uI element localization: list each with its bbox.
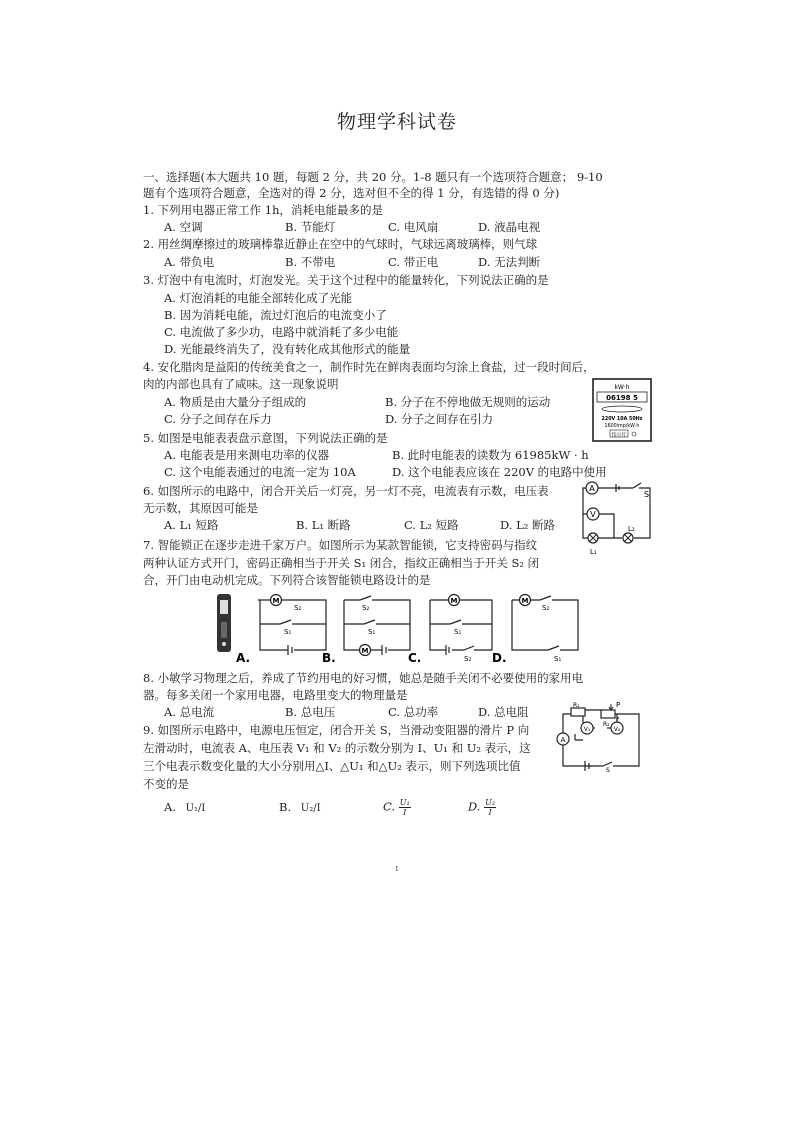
- q8-option-c[interactable]: C. 总功率: [388, 705, 439, 719]
- q9-circuit-diagram: [555, 700, 647, 774]
- q5-option-d[interactable]: D. 这个电能表应该在 220V 的电路中使用: [392, 465, 607, 479]
- q1-option-d[interactable]: D. 液晶电视: [478, 220, 541, 234]
- q2-option-d[interactable]: D. 无法判断: [478, 255, 541, 269]
- q9-option-d[interactable]: [468, 798, 496, 817]
- q9-option-d-fraction: [484, 798, 496, 817]
- q5-stem: 5. 如图是电能表表盘示意图，下列说法正确的是: [143, 431, 388, 445]
- s1-label: S₁: [554, 655, 562, 663]
- s2-label: S₂: [362, 604, 370, 612]
- switch-label: S: [644, 490, 650, 499]
- q6-stem-cont: 无示数，其原因可能是: [143, 501, 258, 515]
- v2-label: V₂: [613, 726, 621, 733]
- q9-option-c-numerator: U₁: [399, 798, 410, 807]
- q9-option-b-label: B.: [279, 800, 292, 814]
- s1-label: S₁: [454, 628, 462, 636]
- q3-option-c[interactable]: C. 电流做了多少功，电路中就消耗了多少电能: [164, 325, 399, 339]
- q9-option-c[interactable]: [383, 798, 411, 817]
- q5-option-b[interactable]: B. 此时电能表的读数为 61985kW · h: [392, 448, 589, 462]
- q7-stem-cont2: 合，开门由电动机完成。下列符合该智能锁电路设计的是: [143, 573, 431, 587]
- slider-p-label: P: [616, 701, 621, 709]
- option-c-label: C.: [408, 651, 422, 665]
- q6-option-d[interactable]: D. L₂ 断路: [500, 518, 556, 532]
- q4-option-c[interactable]: C. 分子之间存在斥力: [164, 412, 272, 426]
- circuit-option-b[interactable]: [320, 588, 412, 666]
- s2-label: S₂: [294, 604, 302, 612]
- meter-spec2: 1600imp/kW·h: [604, 424, 640, 429]
- motor-label: M: [521, 597, 529, 605]
- switch-label: S: [606, 767, 610, 774]
- ammeter-label: A: [589, 484, 595, 493]
- q2-option-a[interactable]: A. 带负电: [164, 255, 215, 269]
- q8-option-a[interactable]: A. 总电流: [164, 705, 215, 719]
- q6-circuit-diagram: [578, 478, 658, 558]
- q9-option-b-expr: U₂/I: [300, 803, 321, 814]
- q3-option-b[interactable]: B. 因为消耗电能，流过灯泡后的电流变小了: [164, 308, 387, 322]
- q3-option-d[interactable]: D. 光能最终消失了，没有转化成其他形式的能量: [164, 342, 411, 356]
- q9-stem-cont: 左滑动时，电流表 A、电压表 V₁ 和 V₂ 的示数分别为 I、U₁ 和 U₂ 表示，这: [143, 741, 531, 755]
- q9-option-d-label: D.: [468, 799, 481, 814]
- q2-stem: 2. 用丝绸摩擦过的玻璃棒靠近静止在空中的气球时，气球远离玻璃棒，则气球: [143, 237, 538, 251]
- q4-stem-cont: 肉的内部也具有了咸味。这一现象说明: [143, 377, 339, 391]
- smart-lock-image: [213, 592, 235, 654]
- motor-label: M: [450, 597, 458, 605]
- motor-label: M: [272, 597, 280, 605]
- q4-stem: 4. 安化腊肉是益阳的传统美食之一，制作时先在鲜肉表面均匀涂上食盐，过一段时间后，: [143, 360, 595, 374]
- motor-label: M: [361, 647, 369, 655]
- r2-label: R₂: [603, 721, 610, 728]
- q2-option-c[interactable]: C. 带正电: [388, 255, 439, 269]
- circuit-option-c[interactable]: [408, 588, 500, 666]
- q9-option-c-denominator: I: [403, 808, 407, 817]
- q3-stem: 3. 灯泡中有电流时，灯泡发光。关于这个过程中的能量转化，下列说法正确的是: [143, 273, 549, 287]
- q9-option-d-numerator: U₂: [485, 798, 496, 807]
- circuit-option-a[interactable]: [236, 588, 328, 666]
- r1-label: R₁: [573, 702, 580, 709]
- q9-stem-cont2: 三个电表示数变化量的大小分别用△I、△U₁ 和△U₂ 表示，则下列选项比值: [143, 759, 521, 773]
- page-title: 物理学科试卷: [336, 111, 457, 133]
- meter-lamp: 指示灯: [611, 433, 627, 438]
- q5-option-c[interactable]: C. 这个电能表通过的电流一定为 10A: [164, 465, 356, 479]
- q9-stem-cont3: 不变的是: [143, 777, 189, 791]
- q1-stem: 1. 下列用电器正常工作 1h，消耗电能最多的是: [143, 203, 384, 217]
- meter-unit: kW·h: [614, 384, 630, 391]
- s1-label: S₁: [368, 628, 376, 636]
- voltmeter-label: V: [590, 510, 596, 519]
- q9-option-a[interactable]: [164, 800, 205, 816]
- q5-option-a[interactable]: A. 电能表是用来测电功率的仪器: [164, 448, 330, 462]
- q7-stem-cont: 两种认证方式开门，密码正确相当于开关 S₁ 闭合，指纹正确相当于开关 S₂ 闭: [143, 556, 540, 570]
- q9-option-a-label: A.: [164, 800, 176, 814]
- q1-option-a[interactable]: A. 空调: [164, 220, 203, 234]
- q1-option-c[interactable]: C. 电风扇: [388, 220, 439, 234]
- q4-option-d[interactable]: D. 分子之间存在引力: [385, 412, 494, 426]
- circuit-option-d[interactable]: [490, 588, 582, 666]
- s2-label: S₂: [542, 604, 550, 612]
- meter-spec1: 220V 10A 50Hz: [601, 417, 643, 422]
- q9-option-c-label: C.: [383, 799, 396, 814]
- q7-stem: 7. 智能锁正在逐步走进千家万户。如图所示为某款智能锁，它支持密码与指纹: [143, 538, 538, 552]
- q9-option-c-fraction: [399, 798, 411, 817]
- option-d-label: D.: [492, 651, 507, 665]
- ammeter-label: A: [560, 736, 566, 744]
- q6-option-b[interactable]: B. L₁ 断路: [296, 518, 351, 532]
- section-header-cont: 题有个选项符合题意，全选对的得 2 分，选对但不全的得 1 分，有选错的得 0 分): [143, 186, 560, 200]
- q8-stem: 8. 小敏学习物理之后，养成了节约用电的好习惯，她总是随手关闭不必要使用的家用电: [143, 671, 584, 685]
- option-a-label: A.: [236, 651, 251, 665]
- l1-label: L₁: [590, 548, 597, 556]
- q6-stem: 6. 如图所示的电路中，闭合开关后一灯亮，另一灯不亮，电流表有示数，电压表: [143, 484, 549, 498]
- q2-option-b[interactable]: B. 不带电: [285, 255, 336, 269]
- l2-label: L₂: [628, 525, 635, 533]
- v1-label: V₁: [583, 726, 591, 733]
- section-header: 一、选择题(本大题共 10 题，每题 2 分，共 20 分。1-8 题只有一个选项符合题意； 9-10: [143, 170, 603, 184]
- s2-label: S₂: [464, 655, 472, 663]
- page-number: 1: [395, 866, 399, 873]
- q4-option-a[interactable]: A. 物质是由大量分子组成的: [164, 395, 307, 409]
- q4-option-b[interactable]: B. 分子在不停地做无规则的运动: [385, 395, 551, 409]
- q8-option-d[interactable]: D. 总电阻: [478, 705, 529, 719]
- q3-option-a[interactable]: A. 灯泡消耗的电能全部转化成了光能: [164, 291, 353, 305]
- q9-option-d-denominator: I: [488, 808, 492, 817]
- q1-option-b[interactable]: B. 节能灯: [285, 220, 336, 234]
- q9-stem: 9. 如图所示电路中，电源电压恒定，闭合开关 S，当滑动变阻器的滑片 P 向: [143, 723, 530, 737]
- q6-option-c[interactable]: C. L₂ 短路: [404, 518, 459, 532]
- electric-meter-diagram: [592, 378, 652, 442]
- meter-digits: 06198 5: [606, 394, 638, 402]
- s1-label: S₁: [284, 628, 292, 636]
- q9-option-a-expr: U₁/I: [185, 803, 206, 814]
- q8-stem-cont: 器。每多关闭一个家用电器，电路里变大的物理量是: [143, 688, 408, 702]
- q9-option-b[interactable]: [279, 800, 321, 816]
- q6-option-a[interactable]: A. L₁ 短路: [164, 518, 219, 532]
- q8-option-b[interactable]: B. 总电压: [285, 705, 336, 719]
- option-b-label: B.: [322, 651, 336, 665]
